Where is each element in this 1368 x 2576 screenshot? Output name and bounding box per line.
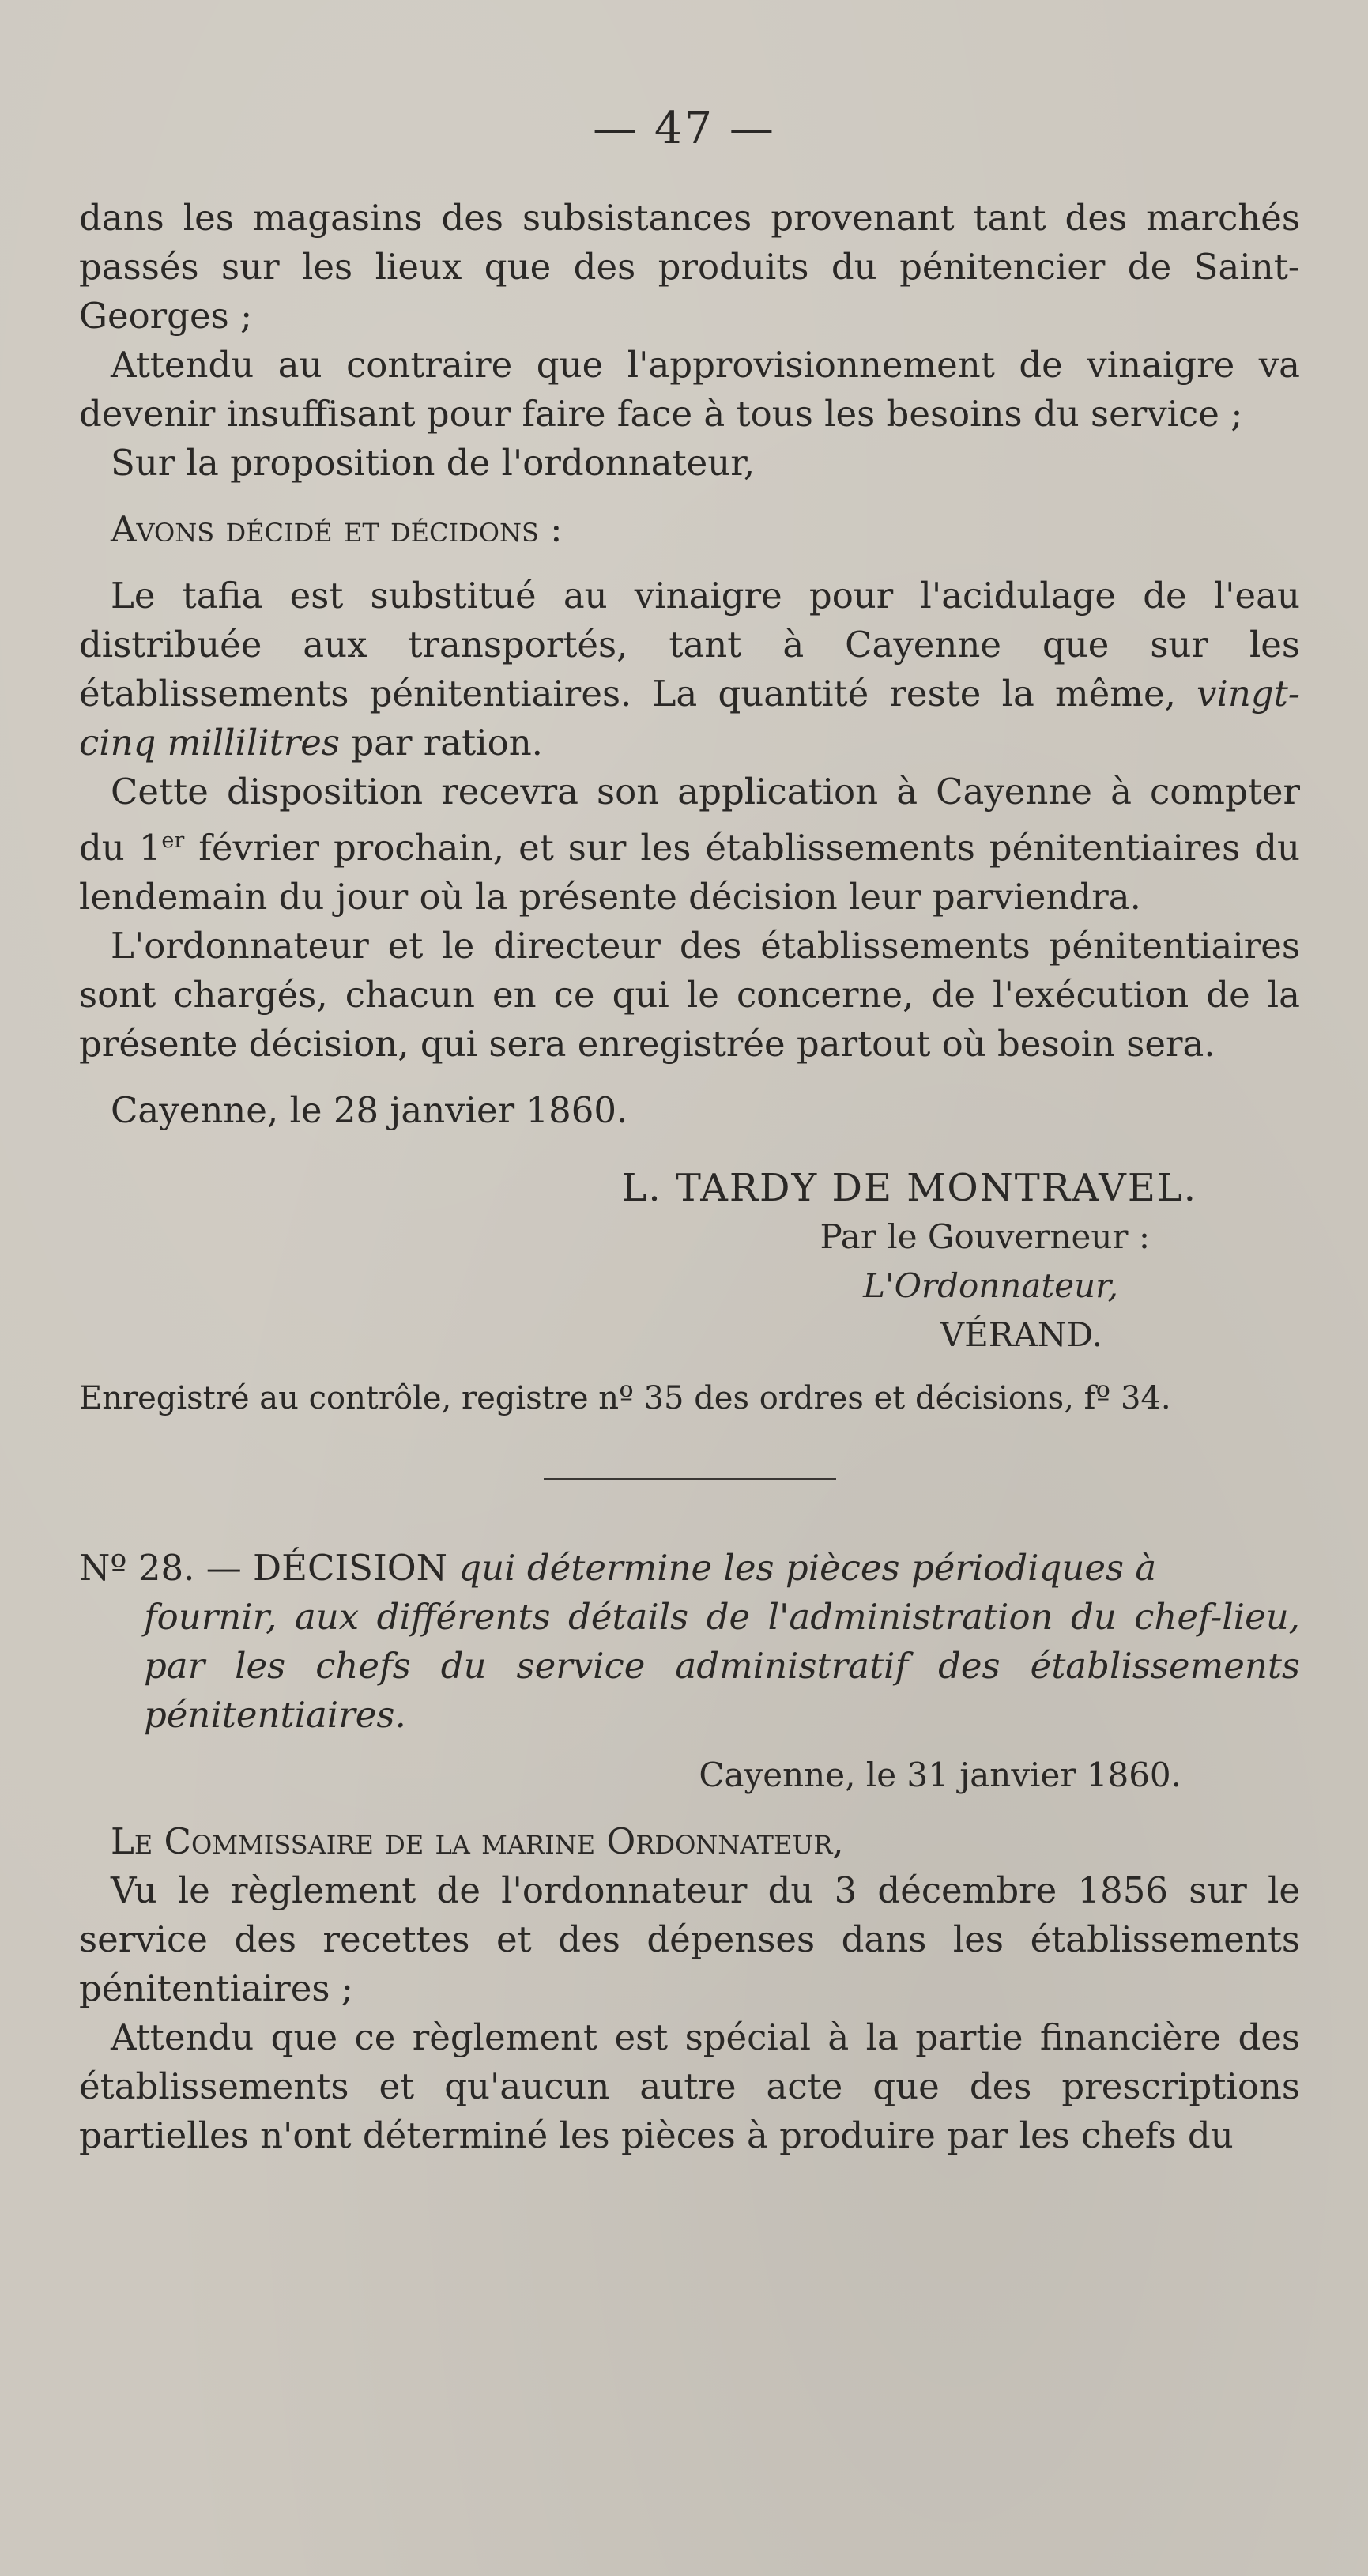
- article-2-text-end: février prochain, et sur les établissements pénitentiaires du lendemain du jour où la présente décision leur parviendra.: [79, 827, 1301, 918]
- page-number: — 47 —: [593, 103, 775, 154]
- paragraph-attendu-2: Attendu que ce règlement est spécial à la partie financière des établissements et qu'aucun autre acte que des prescriptions partielles n'ont déterminé les pièces à produire par les chefs du: [79, 2016, 1300, 2156]
- article-1-quantity: vingt-cinq millilitres: [79, 673, 1300, 764]
- signature-governor: L. TARDY DE MONTRAVEL.: [621, 1166, 1197, 1210]
- paragraph-attendu: Attendu au contraire que l'approvisionnement de vinaigre va devenir insuffisant pour faire face à tous les besoins du service ;: [79, 344, 1300, 435]
- signature-par-le-gouverneur: Par le Gouverneur :: [820, 1217, 1150, 1256]
- article-2-ordinal: er: [161, 828, 185, 853]
- document-body: [79, 194, 1300, 2160]
- paragraph-article-2: [79, 768, 1300, 922]
- section-divider: [544, 1478, 836, 1480]
- registry-note: Enregistré au contrôle, registre nº 35 des ordres et décisions, fº 34.: [79, 1380, 1171, 1416]
- signature-name: VÉRAND.: [940, 1315, 1102, 1354]
- decision-title-continuation: fournir, aux différents détails de l'administration du chef-lieu, par les chefs du service administratif des établissements pénitentiaires.: [144, 1596, 1300, 1736]
- decision-title-start: qui détermine les pièces périodiques à: [447, 1547, 1157, 1589]
- decision-place-date: Cayenne, le 31 janvier 1860.: [699, 1756, 1181, 1794]
- authority-line: Le Commissaire de la marine Ordonnateur,: [111, 1820, 844, 1862]
- signature-role: L'Ordonnateur,: [863, 1266, 1118, 1305]
- paragraph-vu: Vu le règlement de l'ordonnateur du 3 décembre 1856 sur le service des recettes et des dépenses dans les établissements pénitentiaires ;: [79, 1869, 1300, 2009]
- paragraph-continuation: dans les magasins des subsistances provenant tant des marchés passés sur les lieux que des produits du pénitencier de Saint-Georges ;: [79, 197, 1300, 337]
- decision-number: Nº 28. — DÉCISION: [79, 1547, 448, 1589]
- paragraph-proposition: Sur la proposition de l'ordonnateur,: [111, 442, 756, 484]
- article-1-text: Le tafia est substitué au vinaigre pour l'acidulage de l'eau distribuée aux transportés, tant à Cayenne que sur les établissements pénitentiaires. La quantité reste la même,: [79, 575, 1300, 715]
- paragraph-article-1: [79, 571, 1300, 768]
- date-line: Cayenne, le 28 janvier 1860.: [111, 1089, 628, 1131]
- article-1-text-end: par ration.: [340, 722, 543, 764]
- paragraph-decision-formula: Avons décidé et décidons :: [111, 508, 563, 550]
- article-2-text: Cette disposition recevra son application à Cayenne à compter du 1: [79, 771, 1300, 869]
- decision-heading: [79, 1544, 1300, 1593]
- paragraph-article-3: L'ordonnateur et le directeur des établissements pénitentiaires sont chargés, chacun en ce qui le concerne, de l'exécution de la présente décision, qui sera enregistrée partout où besoin sera.: [79, 925, 1300, 1065]
